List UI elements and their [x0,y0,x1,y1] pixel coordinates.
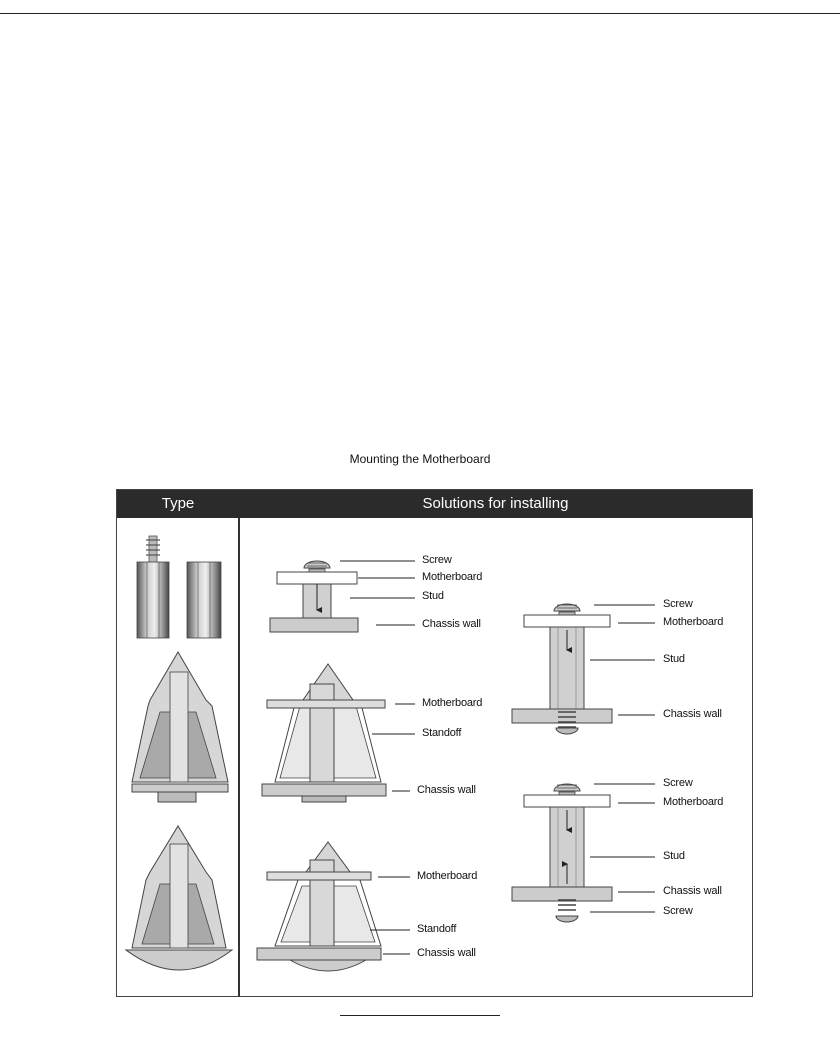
label-chassis-wall-1: Chassis wall [422,618,481,630]
label-stud-4: Stud [663,653,685,665]
label-motherboard-3: Motherboard [417,870,478,882]
header-solutions: Solutions for installing [239,490,752,518]
solution-cone-standoff-diagram [262,664,415,802]
label-screw-1: Screw [422,554,452,566]
label-motherboard-5: Motherboard [663,796,724,808]
label-stud-1: Stud [422,590,444,602]
footnote-rule [340,1015,500,1016]
label-chassis-wall-3: Chassis wall [417,947,476,959]
type-threaded-stud-icon [137,536,169,638]
label-motherboard-4: Motherboard [663,616,724,628]
label-chassis-wall-4: Chassis wall [663,708,722,720]
header-type: Type [117,490,239,518]
type-plain-stud-icon [187,562,221,638]
label-motherboard-2: Motherboard [422,697,483,709]
solution-screw-stud-diagram [270,561,415,632]
label-standoff-2: Standoff [422,727,462,739]
solution-rounded-standoff-diagram [257,842,410,971]
label-chassis-wall-2: Chassis wall [417,784,476,796]
solution-double-screw-stud-diagram [512,784,655,922]
type-cone-standoff-icon [132,652,228,802]
label-screw-5b: Screw [663,905,693,917]
label-screw-5a: Screw [663,777,693,789]
figure-caption: Mounting the Motherboard [349,452,491,466]
label-chassis-wall-5: Chassis wall [663,885,722,897]
solution-long-stud-diagram [512,604,655,734]
type-rounded-standoff-icon [126,826,232,970]
label-stud-5: Stud [663,850,685,862]
label-standoff-3: Standoff [417,923,457,935]
label-motherboard-1: Motherboard [422,571,483,583]
label-screw-4: Screw [663,598,693,610]
